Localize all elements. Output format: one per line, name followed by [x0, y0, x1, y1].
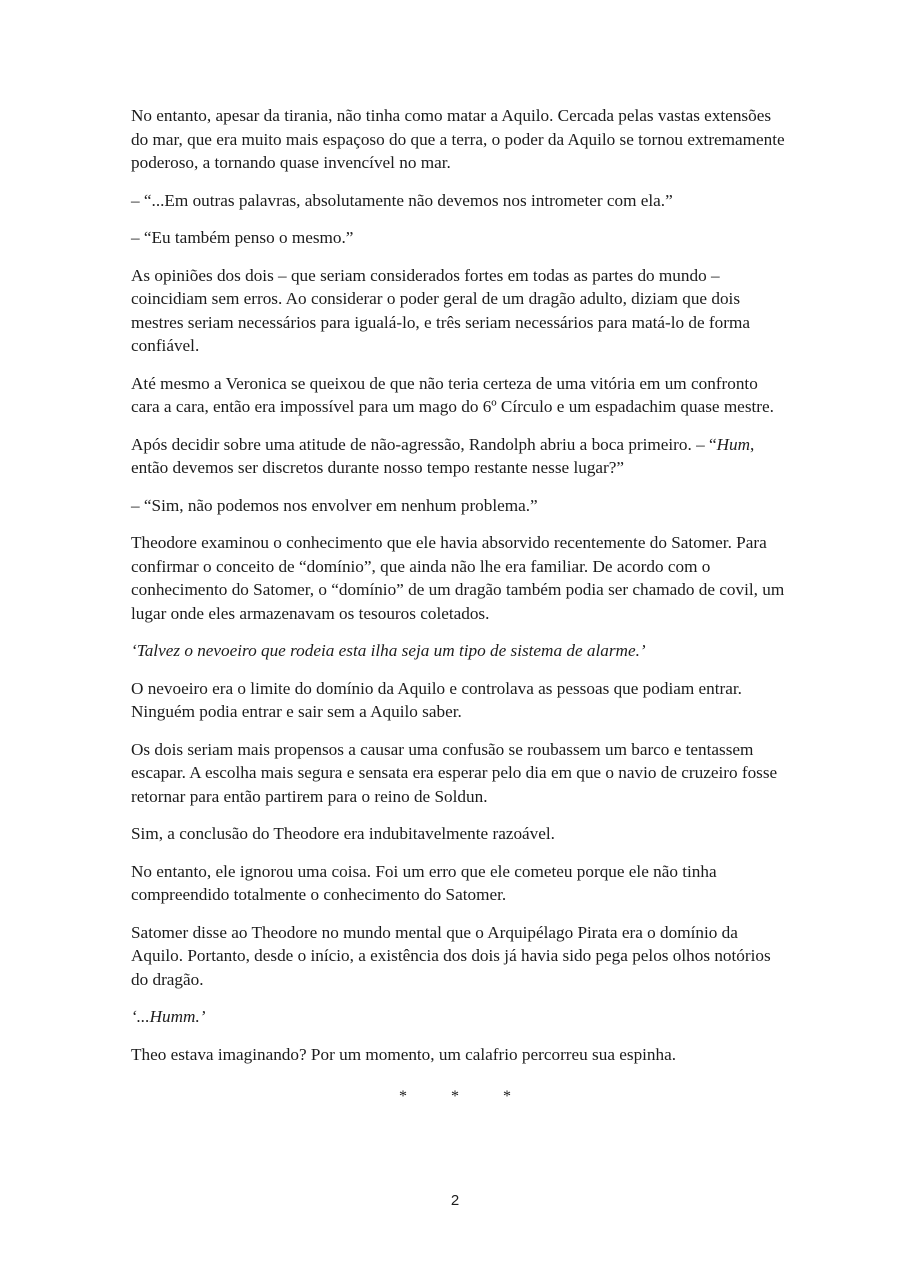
paragraph-14: Satomer disse ao Theodore no mundo mental que o Arquipélago Pirata era o domínio da Aquilo. Portanto, desde o início, a existência dos dois já havia sido pega pelos olhos notórios do dragão.	[131, 922, 771, 989]
dialogue-line-1: – “...Em outras palavras, absolutamente não devemos nos intrometer com ela.”	[131, 190, 673, 210]
scene-separator: * * *	[399, 1088, 531, 1105]
document-body	[131, 104, 786, 1080]
paragraph-1: No entanto, apesar da tirania, não tinha como matar a Aquilo. Cercada pelas vastas extensões do mar, que era muito mais espaçoso do que a terra, o poder da Aquilo se tornou extremamente poderoso, a tornando quase invencível no mar.	[131, 106, 785, 172]
paragraph-16: Theo estava imaginando? Por um momento, um calafrio percorreu sua espinha.	[131, 1044, 677, 1064]
paragraph-10: O nevoeiro era o limite do domínio da Aquilo e controlava as pessoas que podiam entrar. Ninguém podia entrar e sair sem a Aquilo saber.	[131, 678, 742, 721]
paragraph-12: Sim, a conclusão do Theodore era indubitavelmente razoável.	[131, 824, 555, 843]
dialogue-line-2: – “Eu também penso o mesmo.”	[131, 228, 354, 247]
paragraph-4: As opiniões dos dois – que seriam considerados fortes em todas as partes do mundo – coincidiam sem erros. Ao considerar o poder geral de um dragão adulto, diziam que dois mestres seriam necessários para igualá-lo, e três seriam necessários para matá-lo de forma confiável.	[131, 265, 750, 355]
paragraph-8: Theodore examinou o conhecimento que ele havia absorvido recentemente do Satomer. Para confirmar o conceito de “domínio”, que ainda não lhe era familiar. De acordo com o conhecimento do Satomer, o “domínio” de um dragão também podia ser chamado de covil, um lugar onde eles armazenavam os tesouros coletados.	[131, 533, 785, 623]
thought-line-2: ‘...Humm.’	[131, 1007, 206, 1026]
paragraph-11: Os dois seriam mais propensos a causar uma confusão se roubassem um barco e tentassem escapar. A escolha mais segura e sensata era esperar pelo dia em que o navio de cruzeiro fosse retornar para então partirem para o reino de Soldun.	[131, 739, 778, 806]
dialogue-line-3: – “Sim, não podemos nos envolver em nenhum problema.”	[131, 495, 538, 515]
page-number: 2	[450, 1192, 460, 1209]
thought-line-1: ‘Talvez o nevoeiro que rodeia esta ilha seja um tipo de sistema de alarme.’	[131, 641, 646, 660]
paragraph-5: Até mesmo a Veronica se queixou de que não teria certeza de uma vitória em um confronto cara a cara, então era impossível para um mago do 6º Círculo e um espadachim quase mestre.	[131, 373, 774, 416]
paragraph-13: No entanto, ele ignorou uma coisa. Foi um erro que ele cometeu porque ele não tinha compreendido totalmente o conhecimento do Satomer.	[131, 861, 717, 904]
paragraph-6: Após decidir sobre uma atitude de não-agressão, Randolph abriu a boca primeiro. – “Hum, então devemos ser discretos durante nosso tempo restante nesse lugar?”	[131, 434, 755, 477]
